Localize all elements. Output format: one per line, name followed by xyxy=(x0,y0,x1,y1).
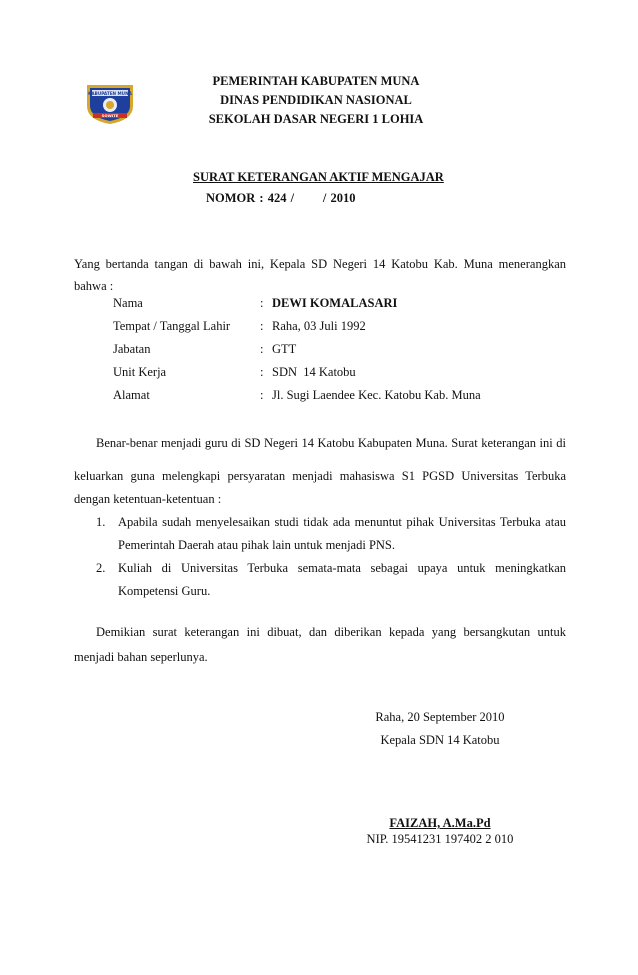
header-government-line: PEMERINTAH KABUPATEN MUNA xyxy=(212,74,420,88)
body-line: Benar-benar menjadi guru di SD Negeri 14 Katobu Kabupaten Muna. Surat keterangan ini di xyxy=(96,436,566,450)
field-value-unit: SDN 14 Katobu xyxy=(272,365,356,379)
field-colon: : xyxy=(260,296,264,310)
field-label-position: Jabatan xyxy=(113,342,151,356)
field-colon: : xyxy=(260,388,264,402)
field-label-birth: Tempat / Tanggal Lahir xyxy=(113,319,231,333)
condition-text: Apabila sudah menyelesaikan studi tidak ada menuntut pihak Universitas Terbuka atau xyxy=(118,515,566,529)
signature-nip: NIP. 19541231 197402 2 010 xyxy=(366,832,514,846)
field-value-birth: Raha, 03 Juli 1992 xyxy=(272,319,366,333)
field-value-position: GTT xyxy=(272,342,297,356)
field-colon: : xyxy=(260,365,264,379)
field-value-address: Jl. Sugi Laendee Kec. Katobu Kab. Muna xyxy=(272,388,481,402)
intro-line: Yang bertanda tangan di bawah ini, Kepala SD Negeri 14 Katobu Kab. Muna menerangkan xyxy=(74,257,566,271)
condition-text-end: Pemerintah Daerah atau pihak lain untuk menjadi PNS. xyxy=(118,538,396,552)
field-value-name: DEWI KOMALASARI xyxy=(272,296,398,310)
closing-line-end: menjadi bahan seperlunya. xyxy=(74,650,208,664)
letter-title: SURAT KETERANGAN AKTIF MENGAJAR xyxy=(193,170,444,184)
body-line-end: dengan ketentuan-ketentuan : xyxy=(74,492,222,506)
field-label-name: Nama xyxy=(113,296,143,310)
condition-text: Kuliah di Universitas Terbuka semata-mata sebagai upaya untuk meningkatkan xyxy=(118,561,566,575)
signature-position: Kepala SDN 14 Katobu xyxy=(380,733,500,747)
condition-number: 2. xyxy=(96,561,106,575)
logo-bottom-text: SOWITE xyxy=(101,113,119,118)
signature-place-date: Raha, 20 September 2010 xyxy=(375,710,505,724)
intro-line-end: bahwa : xyxy=(74,279,114,293)
header-department-line: DINAS PENDIDIKAN NASIONAL xyxy=(220,93,412,107)
body-line: keluarkan guna melengkapi persyaratan menjadi mahasiswa S1 PGSD Universitas Terbuka xyxy=(74,469,566,483)
field-label-unit: Unit Kerja xyxy=(113,365,167,379)
closing-line: Demikian surat keterangan ini dibuat, dan diberikan kepada yang bersangkutan untuk xyxy=(96,625,566,639)
field-colon: : xyxy=(260,342,264,356)
field-label-address: Alamat xyxy=(113,388,150,402)
letter-number: NOMOR : 424 / / 2010 xyxy=(206,191,356,205)
field-colon: : xyxy=(260,319,264,333)
condition-number: 1. xyxy=(96,515,106,529)
signature-name: FAIZAH, A.Ma.Pd xyxy=(389,816,491,830)
condition-text-end: Kompetensi Guru. xyxy=(118,584,211,598)
header-school-line: SEKOLAH DASAR NEGERI 1 LOHIA xyxy=(208,112,424,126)
regency-emblem-logo xyxy=(84,82,136,126)
logo-top-text: KABUPATEN MUNA xyxy=(88,91,132,96)
